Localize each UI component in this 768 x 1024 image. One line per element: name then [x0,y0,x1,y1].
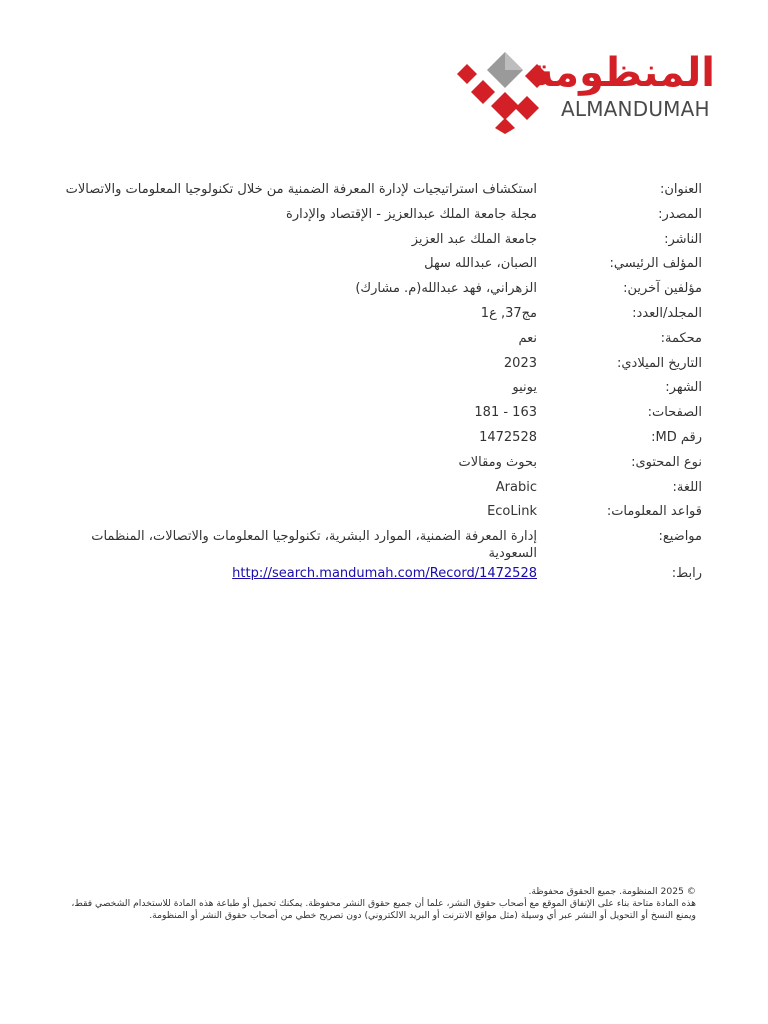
record-row-source [60,203,702,228]
record-label: التاريخ الميلادي: [617,355,702,371]
red-diamond-lower [495,118,515,134]
red-diamond-bottom [515,96,539,120]
record-value: يونيو [512,380,537,396]
footer-copyright: © 2025 المنظومة. جميع الحقوق محفوظة. [528,886,696,897]
record-row-title [60,178,702,203]
record-label: رابط: [671,566,702,582]
gray-diamond [487,52,523,88]
record-value: EcoLink [487,504,537,520]
record-row-volume-issue [60,302,702,327]
record-label: اللغة: [672,479,702,495]
record-value: 181 - 163 [474,405,537,421]
record-label: الصفحات: [647,405,702,421]
record-label: المصدر: [658,206,702,222]
record-label: نوع المحتوى: [631,454,702,470]
red-diamond-left [457,64,477,84]
record-row-link [60,562,702,587]
almandumah-logo [455,48,720,134]
record-label: الشهر: [665,380,702,396]
record-value: مج37, ع1 [480,305,537,321]
record-row-content-type [60,451,702,476]
logo-english-text: ALMANDUMAH [561,97,710,121]
record-value: Arabic [495,479,537,495]
record-value: بحوث ومقالات [458,454,537,470]
record-row-md-number [60,426,702,451]
record-label: محكمة: [660,330,702,346]
record-label: رقم MD: [651,429,702,445]
record-link[interactable]: http://search.mandumah.com/Record/1472528 [232,566,537,582]
record-row-databases [60,500,702,525]
record-value: الزهراني، فهد عبدالله(م. مشارك) [355,281,537,297]
record-value: إدارة المعرفة الضمنية، الموارد البشرية، تكنولوجيا المعلومات والاتصالات، المنظمات السعودية [91,529,537,562]
copyright-footer [52,886,696,922]
record-row-subjects [60,525,702,562]
red-diamond-left-mid [471,80,495,104]
record-label: العنوان: [659,182,702,197]
record-value: 2023 [503,355,537,371]
record-row-peer-reviewed [60,327,702,352]
record-row-language [60,476,702,501]
red-diamond-center [491,92,519,120]
record-row-pages [60,401,702,426]
record-label: الناشر: [664,231,702,247]
record-value: 1472528 [479,429,537,445]
record-value: جامعة الملك عبد العزيز [411,231,537,247]
record-value: الصبان، عبدالله سهل [424,256,537,272]
record-label: مؤلفين آخرين: [623,281,702,297]
record-value: استكشاف استراتيجيات لإدارة المعرفة الضمنية من خلال تكنولوجيا المعلومات والاتصالات [65,182,537,197]
logo-arabic-text: المنظومة [530,50,715,96]
record-label: المجلد/العدد: [632,305,702,321]
record-label: المؤلف الرئيسي: [609,256,702,272]
record-row-main-author [60,252,702,277]
record-label: قواعد المعلومات: [606,504,702,520]
record-value: مجلة جامعة الملك عبدالعزيز - الإقتصاد والإدارة [286,206,537,222]
record-value: نعم [518,330,537,346]
record-row-month [60,376,702,401]
record-row-year [60,352,702,377]
footer-notice: هذه المادة متاحة بناء على الإتفاق الموقع مع أصحاب حقوق النشر، علما أن جميع حقوق النشر محفوظة. يمكنك تحميل أو طباعة هذه المادة للاستخدام الشخصي فقط، ويمنع النسخ أو التحويل أو النشر عبر أي وسيلة (مثل مواقع الانترنت أو البريد الالكتروني) دون تصريح خطي من أصحاب حقوق النشر أو المنظومة. [71,898,696,921]
record-details [60,178,702,587]
record-row-other-authors [60,277,702,302]
record-label: مواضيع: [658,529,702,545]
record-row-publisher [60,228,702,253]
